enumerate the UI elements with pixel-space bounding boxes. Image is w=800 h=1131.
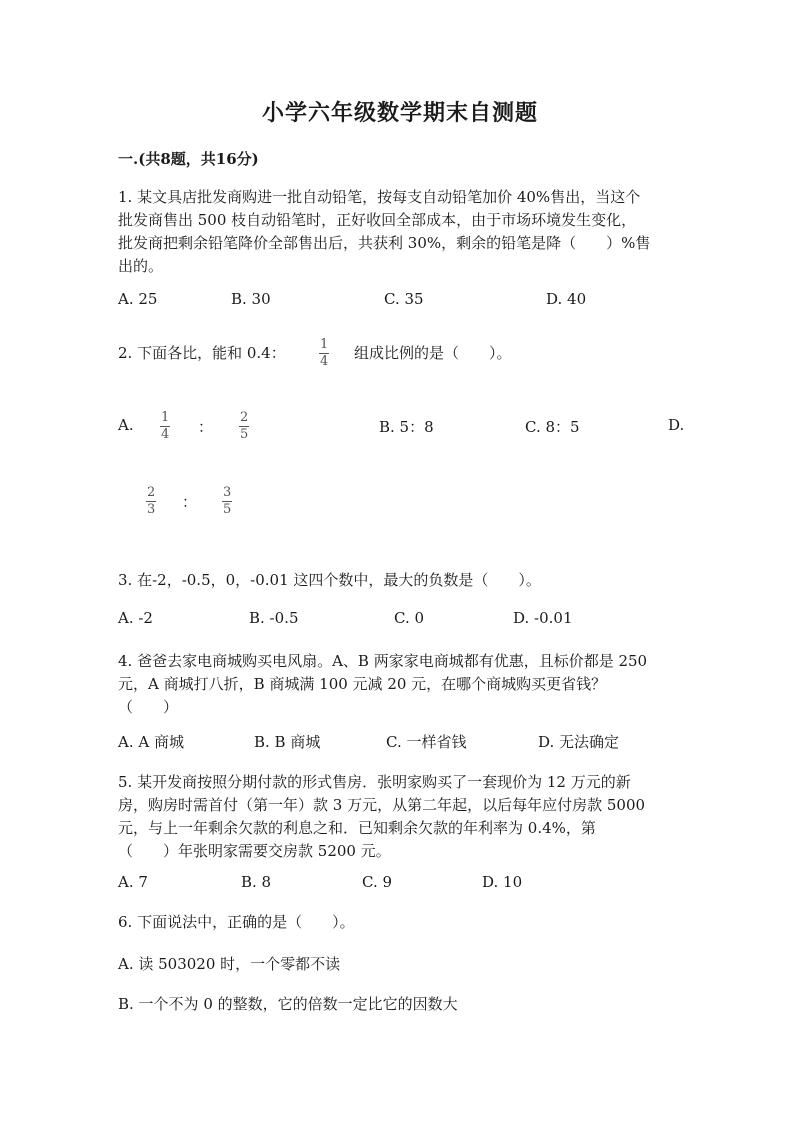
question-4-line: 4. 爸爸去家电商城购买电风扇。A、B 两家家电商城都有优惠，且标价都是 250 [118,652,648,670]
option-b[interactable]: B. B 商城 [254,733,321,751]
option-d[interactable]: D. 40 [546,290,587,308]
option-d-fraction-2 [221,486,233,517]
fraction-numerator: 2 [147,485,156,500]
option-a[interactable]: A. A 商城 [118,733,184,751]
option-a-colon: ： [198,418,214,436]
section-heading: 一.(共8题，共16分) [118,150,259,168]
option-b[interactable]: B. 30 [231,290,271,308]
question-2-text-after: 组成比例的是（ ）。 [354,344,512,362]
option-a-fraction-1 [159,411,171,442]
question-5-line: 5. 某开发商按照分期付款的形式售房．张明家购买了一套现价为 12 万元的新 [118,773,631,791]
question-3: 3. 在-2，-0.5，0，-0.01 这四个数中，最大的负数是（ ）。 [118,571,541,589]
fraction-denominator: 5 [223,502,232,517]
fraction-numerator: 3 [223,485,232,500]
option-d-label[interactable]: D. [668,416,685,434]
option-a-label[interactable]: A. [118,416,134,434]
option-a[interactable]: A. 25 [118,290,158,308]
question-5-line: 房，购房时需首付（第一年）款 3 万元，从第二年起，以后每年应付房款 5000 [118,796,646,814]
question-2-text-before: 2. 下面各比，能和 0.4： [118,344,286,362]
question-5-options [118,873,698,893]
option-a[interactable]: A. 7 [118,873,148,891]
option-b[interactable]: B. -0.5 [249,609,299,627]
fraction-denominator: 5 [240,427,249,442]
question-6: 6. 下面说法中，正确的是（ ）。 [118,913,355,931]
option-d-fraction-1 [145,486,157,517]
option-a-fraction-2 [238,411,250,442]
question-4-options [118,731,698,751]
question-4-line: （ ） [118,698,179,716]
question-1-line: 批发商把剩余铅笔降价全部售出后，共获利 30%，剩余的铅笔是降（ ）%售 [118,234,651,252]
fraction-numerator: 2 [240,410,249,425]
question-1-options [118,290,698,310]
question-2-fraction [318,338,330,369]
option-c[interactable]: C. 一样省钱 [386,733,467,751]
option-c[interactable]: C. 8：5 [525,418,580,436]
question-5-line: 元，与上一年剩余欠款的利息之和．已知剩余欠款的年利率为 0.4%，第 [118,819,596,837]
option-c[interactable]: C. 35 [384,290,424,308]
fraction-denominator: 3 [147,502,156,517]
fraction-numerator: 1 [320,337,329,352]
question-5-line: （ ）年张明家需要交房款 5200 元。 [118,842,391,860]
option-d-colon: ： [182,493,198,511]
question-4 [118,650,688,719]
option-b[interactable]: B. 一个不为 0 的整数，它的倍数一定比它的因数大 [118,995,458,1013]
option-d[interactable]: D. 10 [482,873,523,891]
option-c[interactable]: C. 0 [394,609,425,627]
fraction-numerator: 1 [161,410,170,425]
option-b[interactable]: B. 5：8 [379,418,434,436]
option-c[interactable]: C. 9 [362,873,393,891]
question-1-line: 1. 某文具店批发商购进一批自动铅笔，按每支自动铅笔加价 40%售出，当这个 [118,188,641,206]
question-1-line: 批发商售出 500 枝自动铅笔时，正好收回全部成本，由于市场环境发生变化， [118,211,637,229]
question-1 [118,186,688,278]
option-a[interactable]: A. 读 503020 时，一个零都不读 [118,955,341,973]
page-title: 小学六年级数学期末自测题 [261,100,538,126]
option-a[interactable]: A. -2 [118,609,153,627]
option-d[interactable]: D. 无法确定 [538,733,620,751]
question-5 [118,771,688,863]
option-b[interactable]: B. 8 [241,873,272,891]
question-4-line: 元，A 商城打八折，B 商城满 100 元减 20 元，在哪个商城购买更省钱？ [118,675,607,693]
question-1-line: 出的。 [118,257,164,275]
fraction-denominator: 4 [320,354,329,369]
question-3-options [118,609,698,629]
option-d[interactable]: D. -0.01 [513,609,573,627]
fraction-denominator: 4 [161,427,170,442]
